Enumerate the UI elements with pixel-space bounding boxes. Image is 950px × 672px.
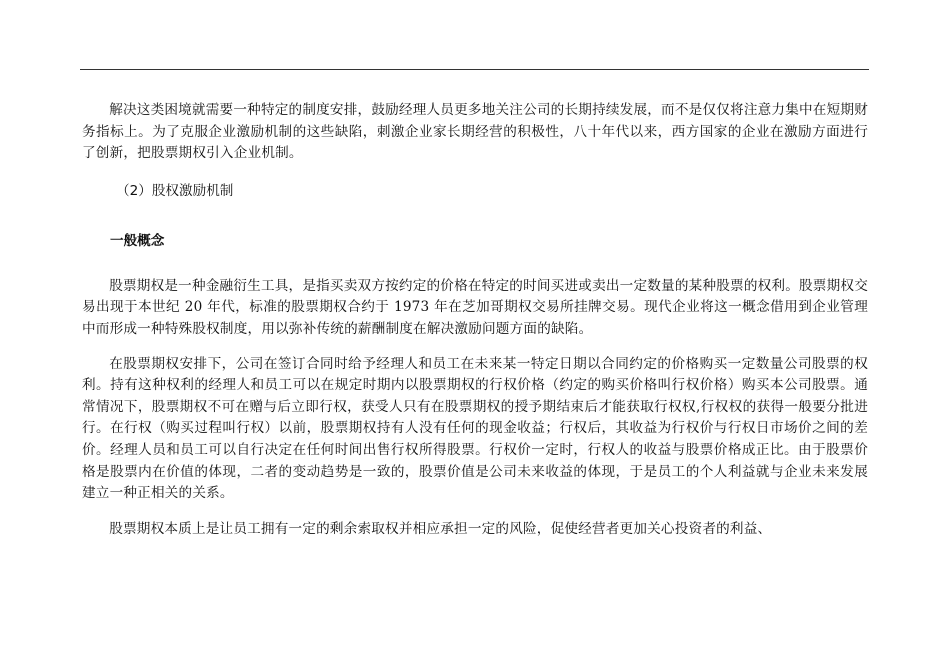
paragraph-arrangement: 在股票期权安排下，公司在签订合同时给予经理人和员工在未来某一特定日期以合同约定的价格购买一定数量公司股票的权利。持有这种权利的经理人和员工可以在规定时期内以股票期权的行权价格（约定的购买价格叫行权价格）购买本公司股票。通常情况下，股票期权不可在赠与后立即行权，获受人只有在股票期权的授予期结束后才能获取行权权,行权权的获得一般要分批进行。在行权（购买过程叫行权）以前，股票期权持有人没有任何的现金收益；行权后，其收益为行权价与行权日市场价之间的差价。经理人员和员工可以自行决定在任何时间出售行权所得股票。行权价一定时，行权人的收益与股票价格成正比。由于股票价格是股票内在价值的体现，二者的变动趋势是一致的，股票价值是公司未来收益的体现，于是员工的个人利益就与企业未来发展建立一种正相关的关系。 — [82, 355, 868, 502]
document-body — [82, 100, 868, 540]
paragraph-intro: 解决这类困境就需要一种特定的制度安排，鼓励经理人员更多地关注公司的长期持续发展，而不是仅仅将注意力集中在短期财务指标上。为了克服企业激励机制的这些缺陷，刺激企业家长期经营的积极性，八十年代以来，西方国家的企业在激励方面进行了创新，把股票期权引入企业机制。 — [82, 102, 868, 162]
paragraph-essence: 股票期权本质上是让员工拥有一定的剩余索取权并相应承担一定的风险，促使经营者更加关心投资者的利益、 — [109, 520, 772, 537]
header-rule — [80, 69, 869, 70]
paragraph-concept: 股票期权是一种金融衍生工具，是指买卖双方按约定的价格在特定的时间买进或卖出一定数量的某种股票的权利。股票期权交易出现于本世纪 20 年代，标准的股票期权合约于 1973 年在芝加哥期权交易所挂牌交易。现代企业将这一概念借用到企业管理中而形成一种特殊股权制度，用以弥补传统的薪酬制度在解决激励问题方面的缺陷。 — [82, 277, 868, 337]
section-title: （2）股权激励机制 — [116, 182, 234, 199]
subsection-title: 一般概念 — [110, 232, 165, 249]
